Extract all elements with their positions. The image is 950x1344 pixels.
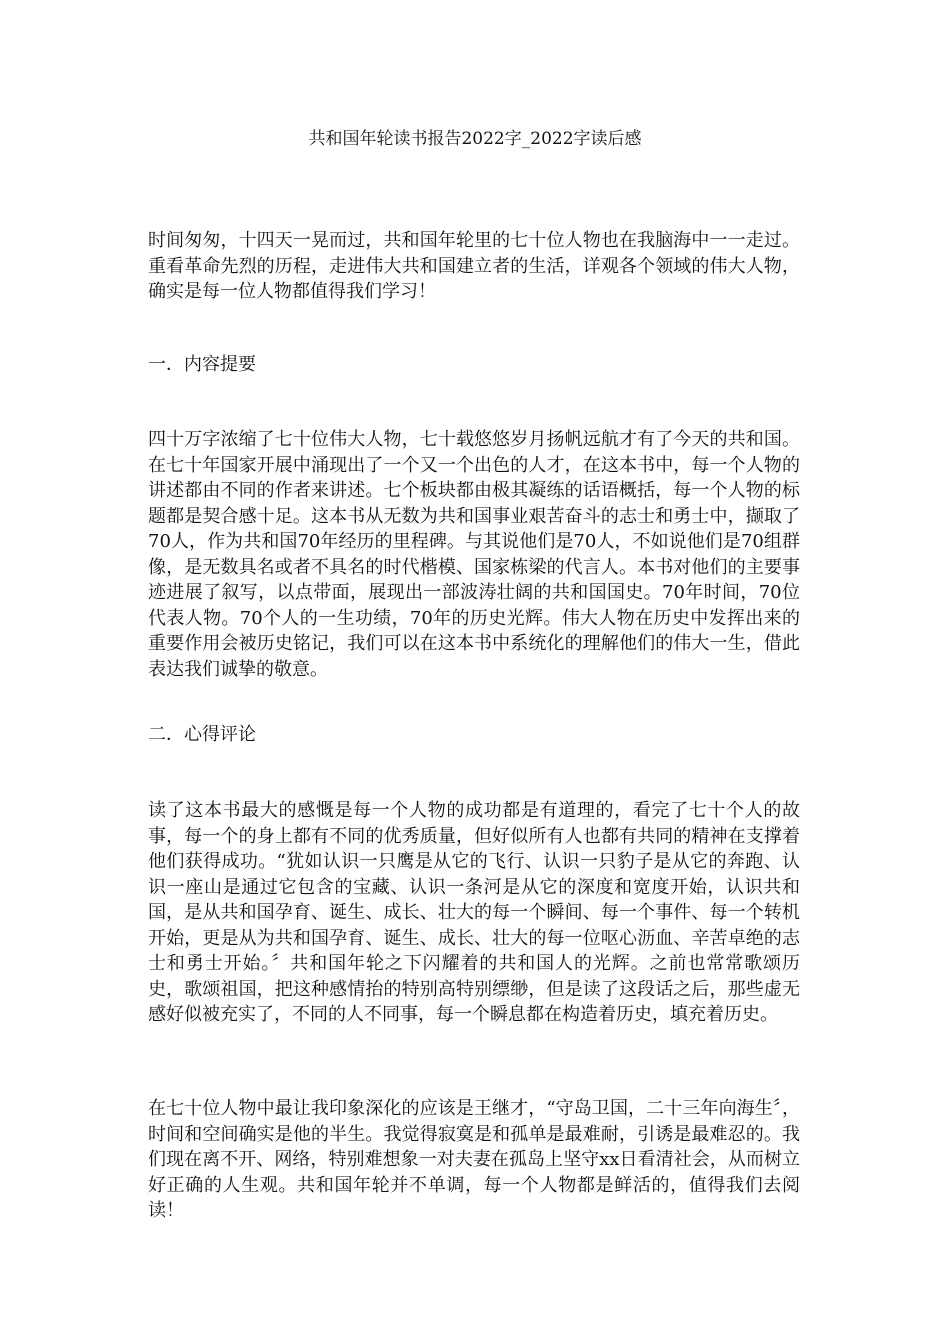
review-paragraph-1: 读了这本书最大的感慨是每一个人物的成功都是有道理的，看完了七十个人的故事，每一个的身上都有不同的优秀质量，但好似所有人也都有共同的精神在支撑着他们获得成功。“犹如认识一只鹰是从它的飞行、认识一只豹子是从它的奔跑、认识一座山是通过它包含的宝藏、认识一条河是从它的深度和宽度开始，认识共和国，是从共和国孕育、诞生、成长、壮大的每一个瞬间、每一个事件、每一个转机开始，更是从为共和国孕育、诞生、成长、壮大的每一位呕心沥血、辛苦卓绝的志士和勇士开始。〞共和国年轮之下闪耀着的共和国人的光辉。之前也常常歌颂历史，歌颂祖国，把这种感情抬的特别高特别缥缈，但是读了这段话之后，那些虚无感好似被充实了，不同的人不同事，每一个瞬息都在构造着历史，填充着历史。 bbox=[148, 800, 800, 1025]
page-title: 共和国年轮读书报告2022字_2022字读后感 bbox=[308, 129, 642, 149]
section-heading-summary: 一．内容提要 bbox=[148, 354, 256, 375]
review-paragraph-2: 在七十位人物中最让我印象深化的应该是王继才，“守岛卫国，二十三年向海生〞，时间和空间确实是他的半生。我觉得寂寞是和孤单是最难耐，引诱是最难忍的。我们现在离不开、网络，特别难想象一对夫妻在孤岛上坚守xx日看清社会，从而树立好正确的人生观。共和国年轮并不单调，每一个人物都是鲜活的，值得我们去阅读！ bbox=[148, 1098, 800, 1221]
intro-paragraph: 时间匆匆，十四天一晃而过，共和国年轮里的七十位人物也在我脑海中一一走过。重看革命先烈的历程，走进伟大共和国建立者的生活，详观各个领域的伟大人物，确实是每一位人物都值得我们学习！ bbox=[148, 230, 800, 302]
section-heading-review: 二．心得评论 bbox=[148, 724, 256, 745]
summary-paragraph: 四十万字浓缩了七十位伟大人物，七十载悠悠岁月扬帆远航才有了今天的共和国。在七十年国家开展中涌现出了一个又一个出色的人才，在这本书中，每一个人物的讲述都由不同的作者来讲述。七个板块都由极其凝练的话语概括，每一个人物的标题都是契合感十足。这本书从无数为共和国事业艰苦奋斗的志士和勇士中，撷取了70人，作为共和国70年经历的里程碑。与其说他们是70人，不如说他们是70组群像，是无数具名或者不具名的时代楷模、国家栋梁的代言人。本书对他们的主要事迹进展了叙写，以点带面，展现出一部波涛壮阔的共和国国史。70年时间，70位代表人物。70个人的一生功绩，70年的历史光辉。伟大人物在历史中发挥出来的重要作用会被历史铭记，我们可以在这本书中系统化的理解他们的伟大一生，借此表达我们诚挚的敬意。 bbox=[148, 429, 800, 680]
